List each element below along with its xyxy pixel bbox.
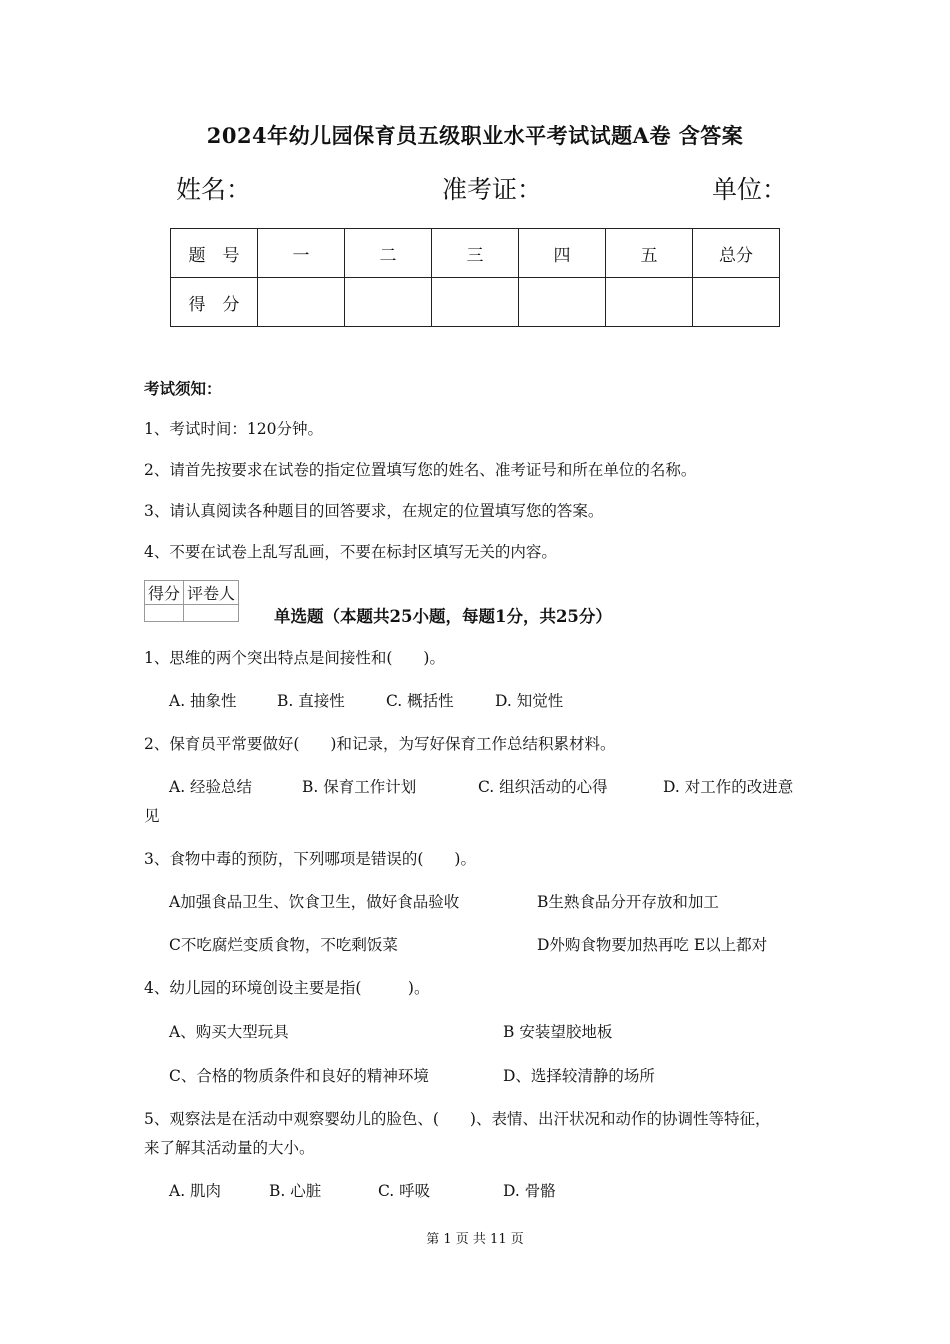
grader-reviewer-label: 评卷人 [184, 581, 239, 605]
score-table [170, 228, 780, 327]
notice-item: 3、请认真阅读各种题目的回答要求，在规定的位置填写您的答案。 [144, 502, 604, 520]
notice-item: 2、请首先按要求在试卷的指定位置填写您的姓名、准考证号和所在单位的名称。 [144, 461, 697, 479]
score-table-header-cell: 总分 [693, 229, 780, 278]
option-c: C. 组织活动的心得 [478, 778, 608, 796]
score-table-score-row [171, 278, 780, 327]
option-b: B. 保育工作计划 [302, 778, 417, 796]
score-table-header-cell: 二 [345, 229, 432, 278]
score-table-header-cell: 一 [258, 229, 345, 278]
grader-box [144, 580, 239, 622]
score-table-header-cell: 题 号 [171, 229, 258, 278]
question-stem: 5、观察法是在活动中观察婴幼儿的脸色、( )、表情、出汗状况和动作的协调性等特征， [144, 1110, 771, 1128]
score-table-header-cell: 四 [519, 229, 606, 278]
option-c: C不吃腐烂变质食物，不吃剩饭菜 [169, 936, 398, 954]
score-table-header-cell: 五 [606, 229, 693, 278]
score-row-label: 得 分 [171, 278, 258, 327]
score-cell[interactable] [606, 278, 693, 327]
grader-score-cell[interactable] [145, 605, 184, 622]
option-c: C. 概括性 [386, 692, 454, 710]
notice-heading: 考试须知： [144, 379, 222, 398]
option-c: C. 呼吸 [378, 1182, 431, 1200]
score-cell[interactable] [693, 278, 780, 327]
option-d-continued: 见 [144, 807, 160, 825]
option-d: D. 对工作的改进意 [663, 778, 794, 796]
section-title: 单选题（本题共25小题，每题1分，共25分） [274, 607, 612, 626]
exam-no-field-label: 准考证： [442, 175, 543, 204]
unit-field-label: 单位： [712, 175, 788, 204]
option-d: D. 知觉性 [495, 692, 564, 710]
score-table-header-row [171, 229, 780, 278]
option-b: B生熟食品分开存放和加工 [537, 893, 719, 911]
grader-reviewer-cell[interactable] [184, 605, 239, 622]
question-stem: 1、思维的两个突出特点是间接性和( )。 [144, 649, 445, 667]
score-cell[interactable] [432, 278, 519, 327]
question-stem-continued: 来了解其活动量的大小。 [144, 1139, 315, 1157]
option-d: D、选择较清静的场所 [503, 1067, 655, 1085]
notice-item: 4、不要在试卷上乱写乱画，不要在标封区填写无关的内容。 [144, 543, 557, 561]
question-stem: 2、保育员平常要做好( )和记录，为写好保育工作总结积累材料。 [144, 735, 616, 753]
name-field-label: 姓名： [176, 175, 252, 204]
grader-score-label: 得分 [145, 581, 184, 605]
question-stem: 3、食物中毒的预防，下列哪项是错误的( )。 [144, 850, 476, 868]
page-footer: 第 1 页 共 11 页 [426, 1232, 524, 1247]
option-a: A. 经验总结 [169, 778, 253, 796]
notice-item: 1、考试时间：120分钟。 [144, 420, 323, 438]
score-cell[interactable] [258, 278, 345, 327]
score-cell[interactable] [519, 278, 606, 327]
question-stem: 4、幼儿园的环境创设主要是指( )。 [144, 979, 430, 997]
score-cell[interactable] [345, 278, 432, 327]
option-b: B. 心脏 [269, 1182, 322, 1200]
option-a: A、购买大型玩具 [169, 1023, 289, 1041]
option-d: D. 骨骼 [503, 1182, 556, 1200]
option-c: C、合格的物质条件和良好的精神环境 [169, 1067, 429, 1085]
option-b: B. 直接性 [277, 692, 345, 710]
option-b: B 安装望胶地板 [503, 1023, 613, 1041]
document-title: 2024年幼儿园保育员五级职业水平考试试题A卷 含答案 [206, 123, 744, 148]
option-d: D外购食物要加热再吃 E以上都对 [537, 936, 768, 954]
option-a: A. 肌肉 [169, 1182, 222, 1200]
option-a: A加强食品卫生、饮食卫生，做好食品验收 [169, 893, 460, 911]
option-a: A. 抽象性 [169, 692, 237, 710]
score-table-header-cell: 三 [432, 229, 519, 278]
